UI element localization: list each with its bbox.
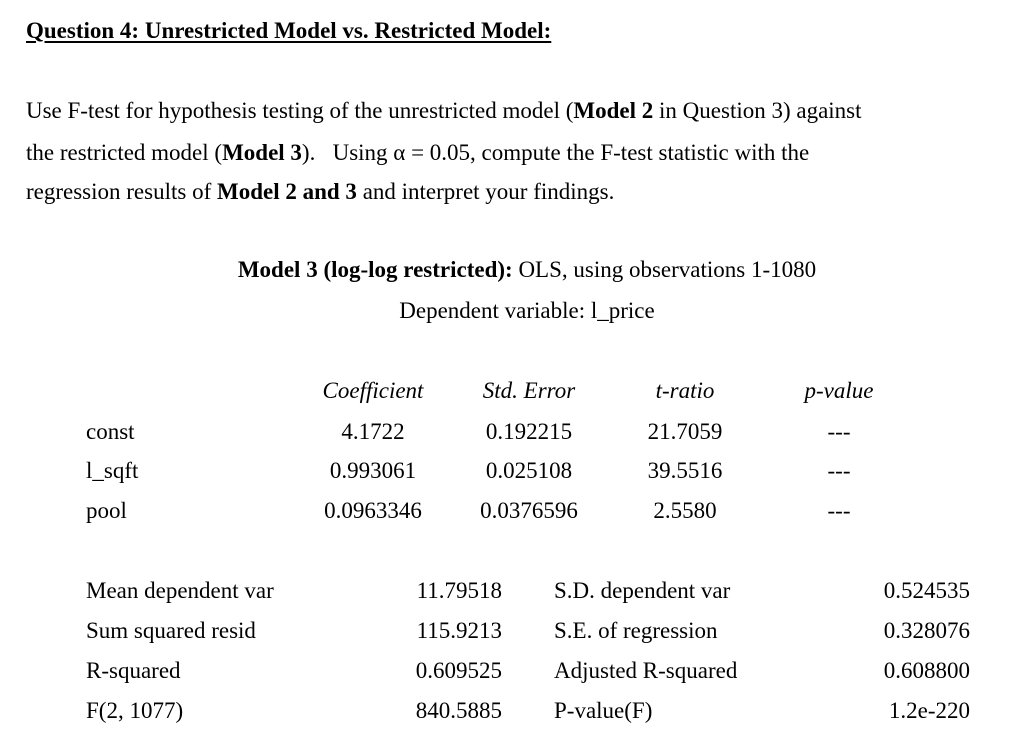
model-title	[0, 257, 1024, 283]
stat-label: P-value(F)	[554, 698, 653, 723]
cell-se: 0.192215	[485, 419, 573, 444]
text-segment: Use F-test for hypothesis testing of the unrestricted model (	[26, 98, 574, 123]
stat-value: 0.524535	[883, 578, 970, 603]
text-segment: regression results of	[26, 179, 217, 204]
stat-label: Mean dependent var	[86, 578, 274, 603]
header-p-value: p-value	[804, 378, 874, 403]
paragraph-line-3	[26, 179, 614, 205]
model-title-rest: OLS, using observations 1-1080	[512, 257, 817, 282]
cell-t: 39.5516	[647, 458, 723, 483]
text-segment: in Question 3) against	[653, 98, 862, 123]
stat-label: S.D. dependent var	[554, 578, 731, 603]
paragraph-line-2	[26, 140, 809, 166]
header-t-ratio: t-ratio	[655, 378, 715, 403]
bold-segment: Model 2	[573, 98, 654, 123]
header-coefficient: Coefficient	[322, 378, 424, 403]
stat-label: F(2, 1077)	[86, 698, 184, 723]
stat-label: Adjusted R-squared	[554, 658, 738, 683]
cell-t: 2.5580	[653, 498, 717, 523]
row-name-pool: pool	[86, 498, 127, 523]
stat-label: R-squared	[86, 658, 181, 683]
stat-value: 115.9213	[416, 618, 502, 643]
cell-p: ---	[827, 498, 851, 523]
cell-coef: 4.1722	[341, 419, 405, 444]
stat-value: 840.5885	[415, 698, 502, 723]
cell-t: 21.7059	[647, 419, 723, 444]
stat-label: S.E. of regression	[554, 618, 718, 643]
paragraph-line-1	[26, 98, 862, 124]
cell-se: 0.0376596	[480, 498, 578, 523]
stat-value: 11.79518	[416, 578, 502, 603]
cell-p: ---	[827, 458, 851, 483]
text-segment: ). Using α = 0.05, compute the F-test statistic with the	[301, 140, 810, 165]
row-name-const: const	[86, 419, 135, 444]
bold-segment: Model 2 and 3	[217, 179, 357, 204]
cell-p: ---	[827, 419, 851, 444]
cell-coef: 0.993061	[329, 458, 417, 483]
text-segment: the restricted model (	[26, 140, 223, 165]
stat-value: 0.608800	[883, 658, 970, 683]
cell-coef: 0.0963346	[324, 498, 422, 523]
stat-value: 0.609525	[415, 658, 502, 683]
dependent-variable: Dependent variable: l_price	[399, 298, 655, 323]
header-std-error: Std. Error	[482, 378, 576, 403]
stat-label: Sum squared resid	[86, 618, 256, 643]
row-name-l-sqft: l_sqft	[86, 458, 139, 483]
cell-se: 0.025108	[485, 458, 573, 483]
question-heading: Question 4: Unrestricted Model vs. Restricted Model:	[26, 18, 552, 43]
text-segment: and interpret your findings.	[356, 179, 615, 204]
stat-value: 1.2e-220	[888, 698, 970, 723]
model-title-bold: Model 3 (log-log restricted):	[237, 257, 513, 282]
stat-value: 0.328076	[883, 618, 970, 643]
bold-segment: Model 3	[222, 140, 302, 165]
